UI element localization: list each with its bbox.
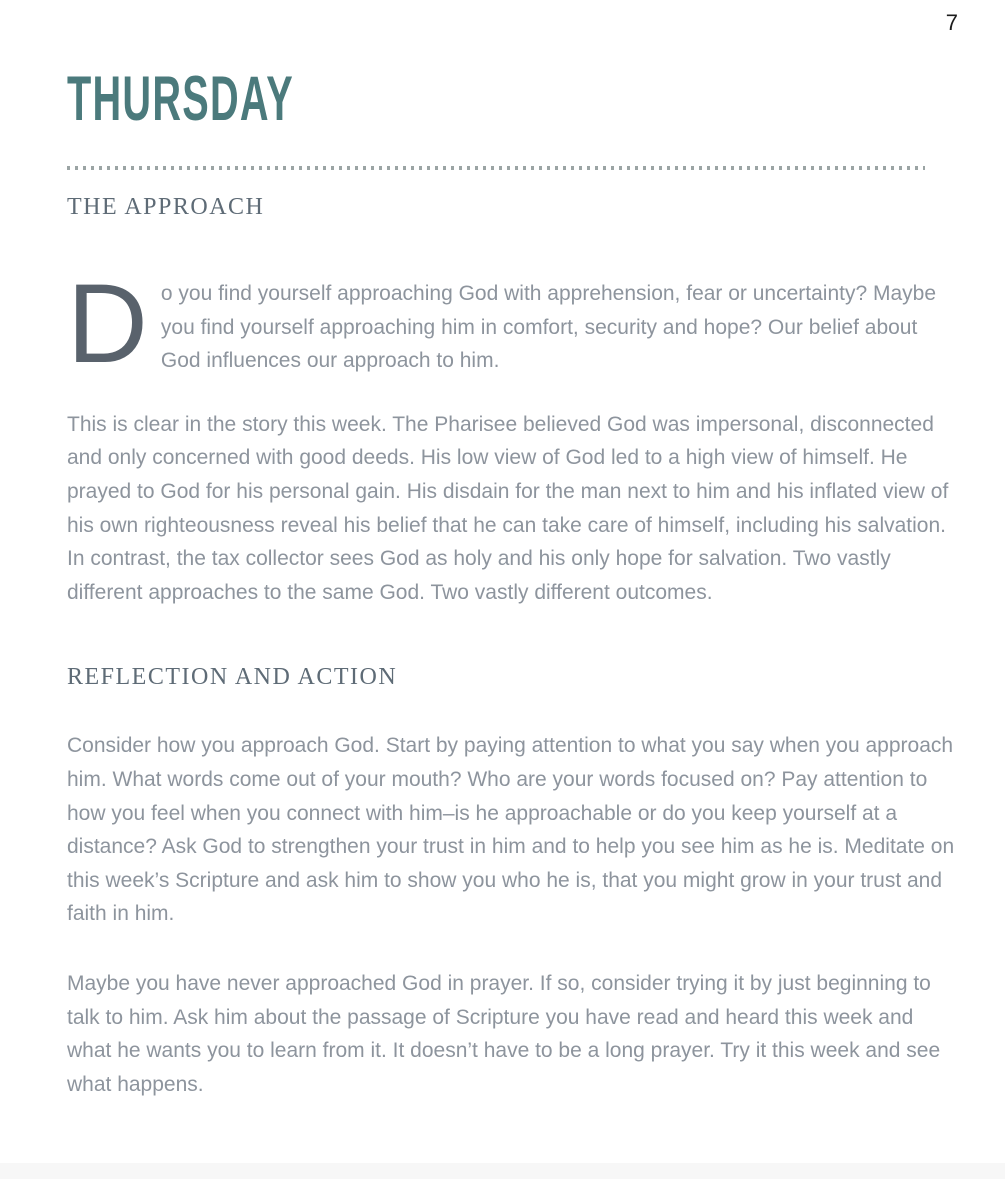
- paragraph-maybe: Maybe you have never approached God in prayer. If so, consider trying it by just beginning to talk to him. Ask him about the passage of Scripture you have read and heard this week and what he wants you to learn from it. It doesn’t have to be a long prayer. Try it this week and see what happens.: [67, 971, 941, 1096]
- drop-cap: D: [67, 261, 148, 386]
- page-title-text: THURSDAY: [67, 64, 294, 134]
- paragraph-lead-text: o you find yourself approaching God with apprehension, fear or uncertainty? Maybe you find yourself approaching him in comfort, security and hope? Our belief about God influences our approach to him.: [160, 282, 937, 373]
- section-heading-reflection-and-action: REFLECTION AND ACTION: [67, 664, 398, 691]
- section-heading-the-approach: THE APPROACH: [67, 194, 265, 220]
- paragraph-lead: [67, 261, 958, 386]
- footer-bar: [0, 1163, 1005, 1179]
- page-title: [67, 64, 958, 134]
- dotted-divider: [67, 166, 925, 170]
- paragraph-consider: Consider how you approach God. Start by paying attention to what you say when you approach him. What words come out of your mouth? Who are your words focused on? Pay attention to how you feel when you connect with him–is he approachable or do you keep yourself at a distance? Ask God to strengthen your trust in him and to help you see him as he is. Meditate on this week’s Scripture and ask him to show you who he is, that you might grow in your trust and faith in him.: [67, 734, 955, 926]
- paragraph-story: This is clear in the story this week. The Pharisee believed God was impersonal, disconnected and only concerned with good deeds. His low view of God led to a high view of himself. He prayed to God for his personal gain. His disdain for the man next to him and his inflated view of his own righteousness reveal his belief that he can take care of himself, including his salvation. In contrast, the tax collector sees God as holy and his only hope for salvation. Two vastly different approaches to the same God. Two vastly different outcomes.: [67, 412, 949, 604]
- page-number: 7: [945, 10, 958, 35]
